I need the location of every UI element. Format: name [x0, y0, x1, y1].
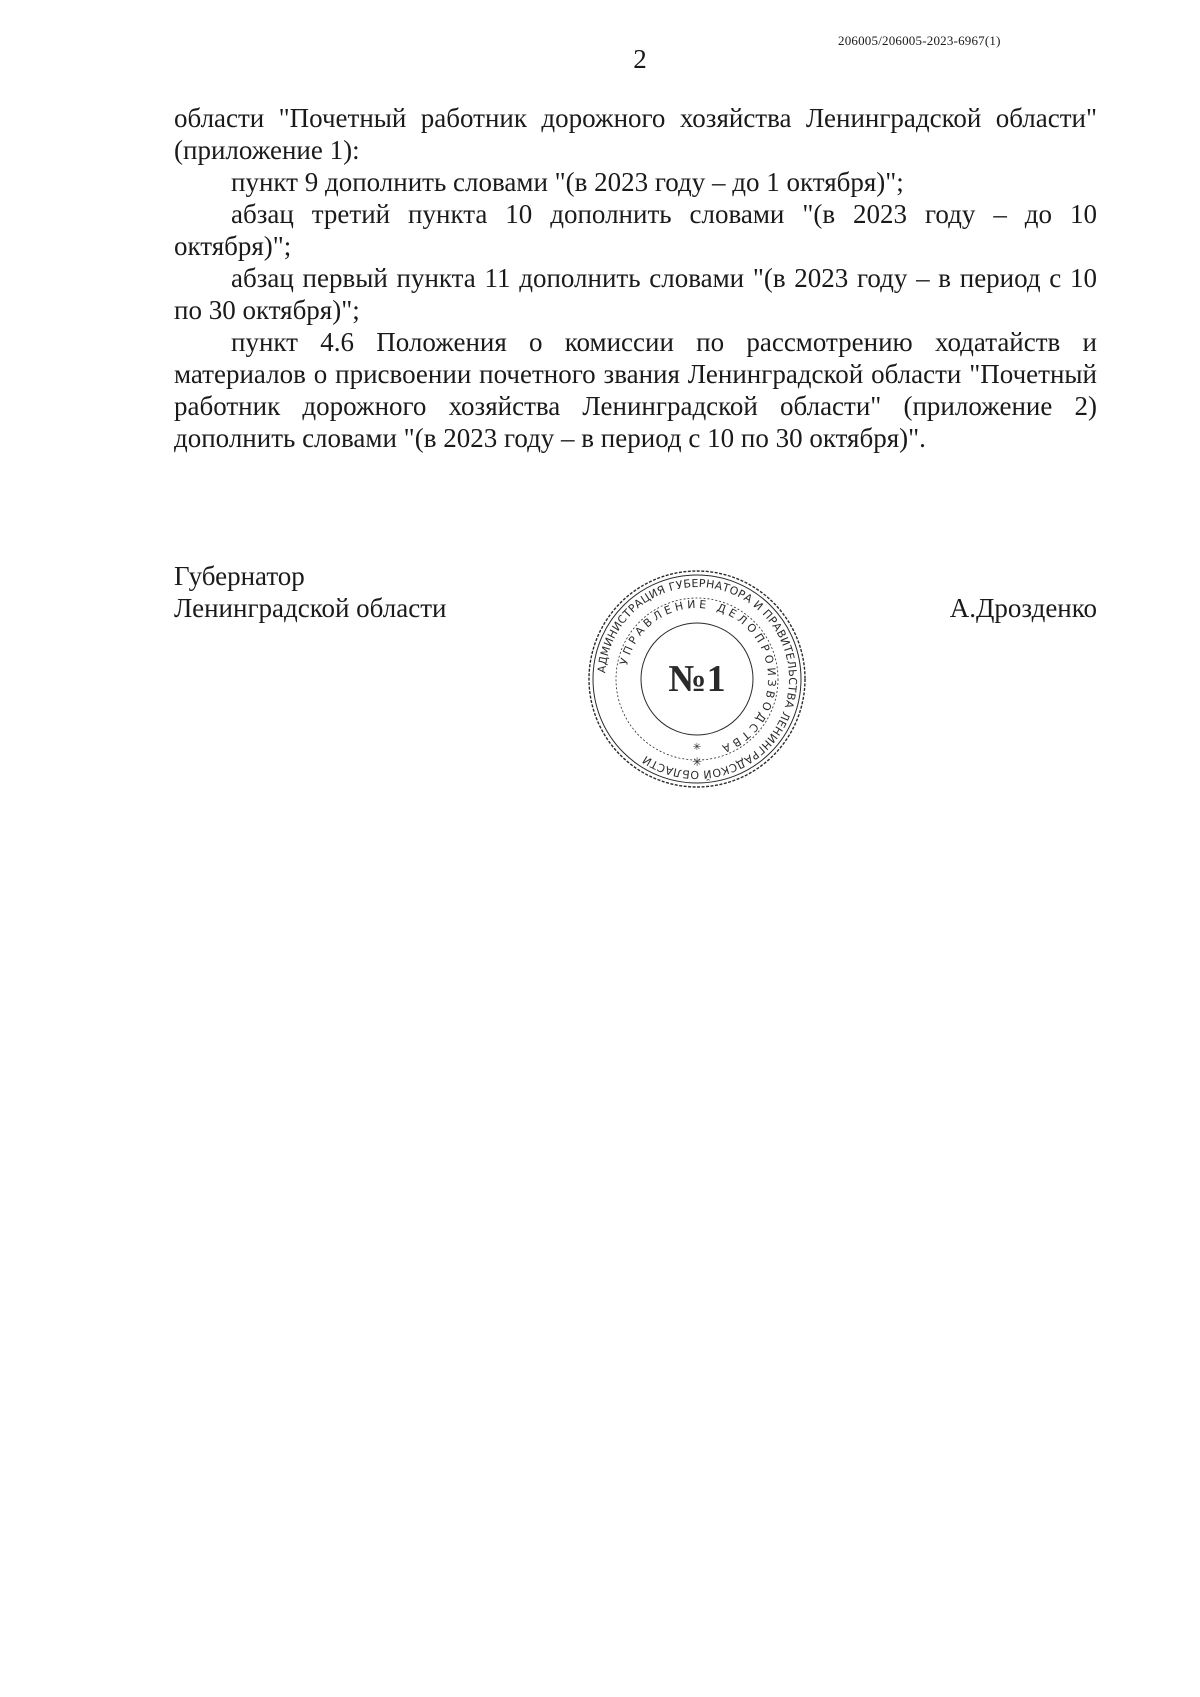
paragraph-item-10: абзац третий пункта 10 дополнить словами "(в 2023 году – до 10 октября)"; — [174, 199, 1097, 261]
signer-title — [174, 560, 446, 624]
signer-title-line1: Губернатор — [174, 561, 305, 591]
paragraph-item-11: абзац первый пункта 11 дополнить словами "(в 2023 году – в период с 10 по 30 октября)"; — [174, 263, 1097, 325]
signer-name: А.Дрозденко — [949, 593, 1097, 623]
official-seal-stamp — [585, 567, 809, 791]
seal-outer-text: АДМИНИСТРАЦИЯ ГУБЕРНАТОРА И ПРАВИТЕЛЬСТВА ЛЕНИНГРАДСКОЙ ОБЛАСТИ — [595, 576, 800, 782]
seal-number: №1 — [668, 658, 726, 700]
paragraph-item-4-6: пункт 4.6 Положения о комиссии по рассмотрению ходатайств и материалов о присвоении почетного звания Ленинградской области "Почетный работник дорожного хозяйства Ленинградской области" (приложение 2) дополнить словами "(в 2023 году – в период с 10 по 30 октября)". — [174, 327, 1097, 453]
paragraph-continuation: области "Почетный работник дорожного хозяйства Ленинградской области" (приложение 1): — [174, 103, 1097, 165]
document-body — [174, 102, 1097, 454]
document-id: 206005/206005-2023-6967(1) — [838, 33, 1001, 48]
page-number: 2 — [633, 44, 647, 74]
signer-title-line2: Ленинградской области — [174, 593, 447, 623]
seal-star-icon: ✳ — [691, 755, 703, 769]
seal-inner-text: УПРАВЛЕНИЕ ДЕЛОПРОИЗВОДСТВА — [617, 597, 779, 757]
paragraph-item-9: пункт 9 дополнить словами "(в 2023 году – до 1 октября)"; — [231, 167, 904, 197]
seal-star-icon: ✳ — [692, 742, 702, 753]
